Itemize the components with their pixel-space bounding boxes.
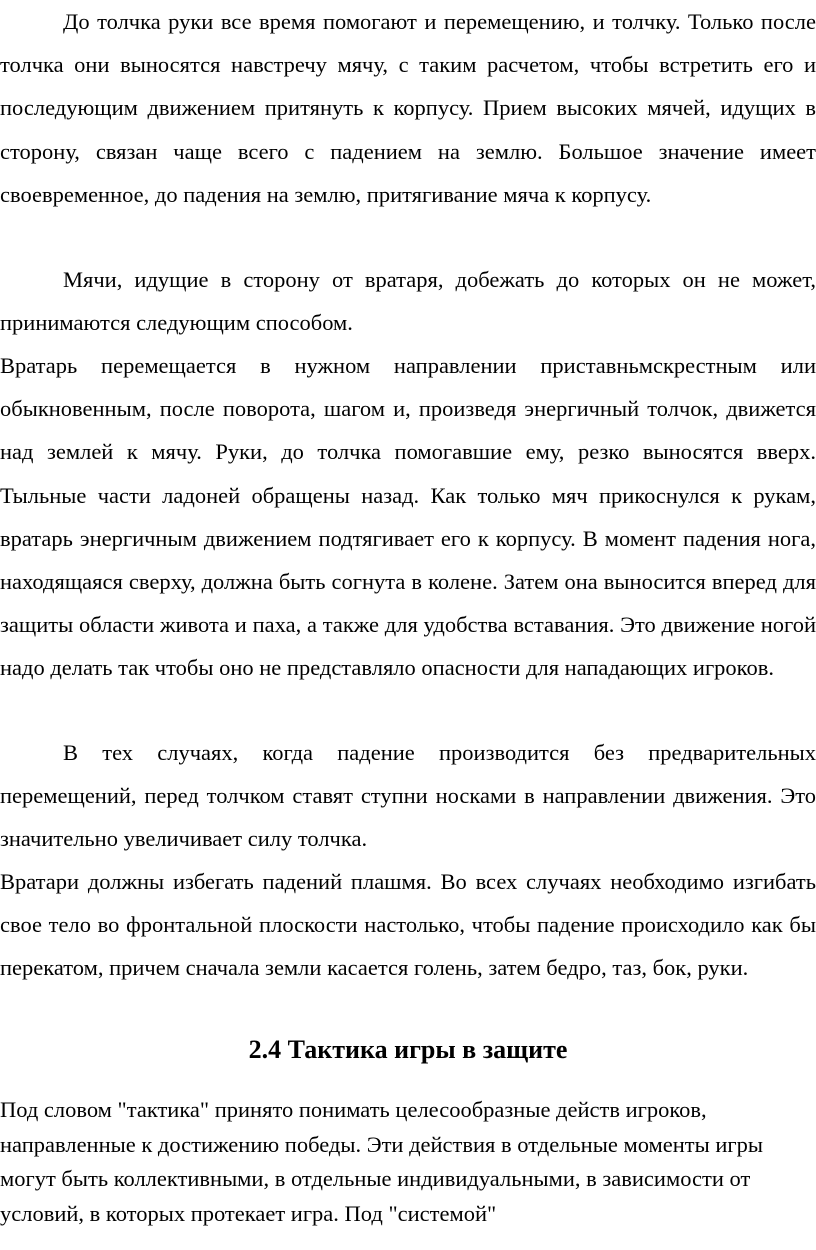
paragraph-side-balls: Мячи, идущие в сторону от вратаря, добежать до которых он не может, принимаются следующим способом. [0,267,816,336]
paragraph-tactics-definition: Под словом "тактика" принято понимать целесообразные действ игроков, направленные к достижению победы. Эти действия в отдельные моменты игры могут быть коллективными, в отдельные индивидуальными, в зависимости от условий, в которых протекает игра. Под "системой" [0,1097,763,1226]
paragraph-goalkeeper-hands: До толчка руки все время помогают и перемещению, и толчку. Только после толчка они выносятся навстречу мячу, с таким расчетом, чтобы встретить его и последующим движением притянуть к корпусу. Прием высоких мячей, идущих в сторону, связан чаще всего с падением на землю. Большое значение имеет своевременное, до падения на землю, притягивание мяча к корпусу. [0,9,816,207]
paragraph-avoid-flat-falls: Вратари должны избегать падений плашмя. Во всех случаях необходимо изгибать свое тело во фронтальной плоскости настолько, чтобы падение происходило как бы перекатом, причем сначала земли касается голень, затем бедро, таз, бок, руки. [0,869,816,981]
paragraph-goalkeeper-movement: Вратарь перемещается в нужном направлении приставньмскрестным или обыкновенным, после поворота, шагом и, произведя энергичный толчок, движется над землей к мячу. Руки, до толчка помогавшие ему, резко выносятся вверх. Тыльные части ладоней обращены назад. Как только мяч прикоснулся к рукам, вратарь энергичным движением подтягивает его к корпусу. В момент падения нога, находящаяся сверху, должна быть согнута в колене. Затем она выносится вперед для защиты области живота и паха, а также для удобства вставания. Это движение ногой надо делать так чтобы оно не представляло опасности для нападающих игроков. [0,353,816,681]
section-heading: 2.4 Тактика игры в защите [248,1035,568,1064]
paragraph-fall-without-movement: В тех случаях, когда падение производится без предварительных перемещений, перед толчком ставят ступни носками в направлении движения. Это значительно увеличивает силу толчка. [0,740,816,852]
